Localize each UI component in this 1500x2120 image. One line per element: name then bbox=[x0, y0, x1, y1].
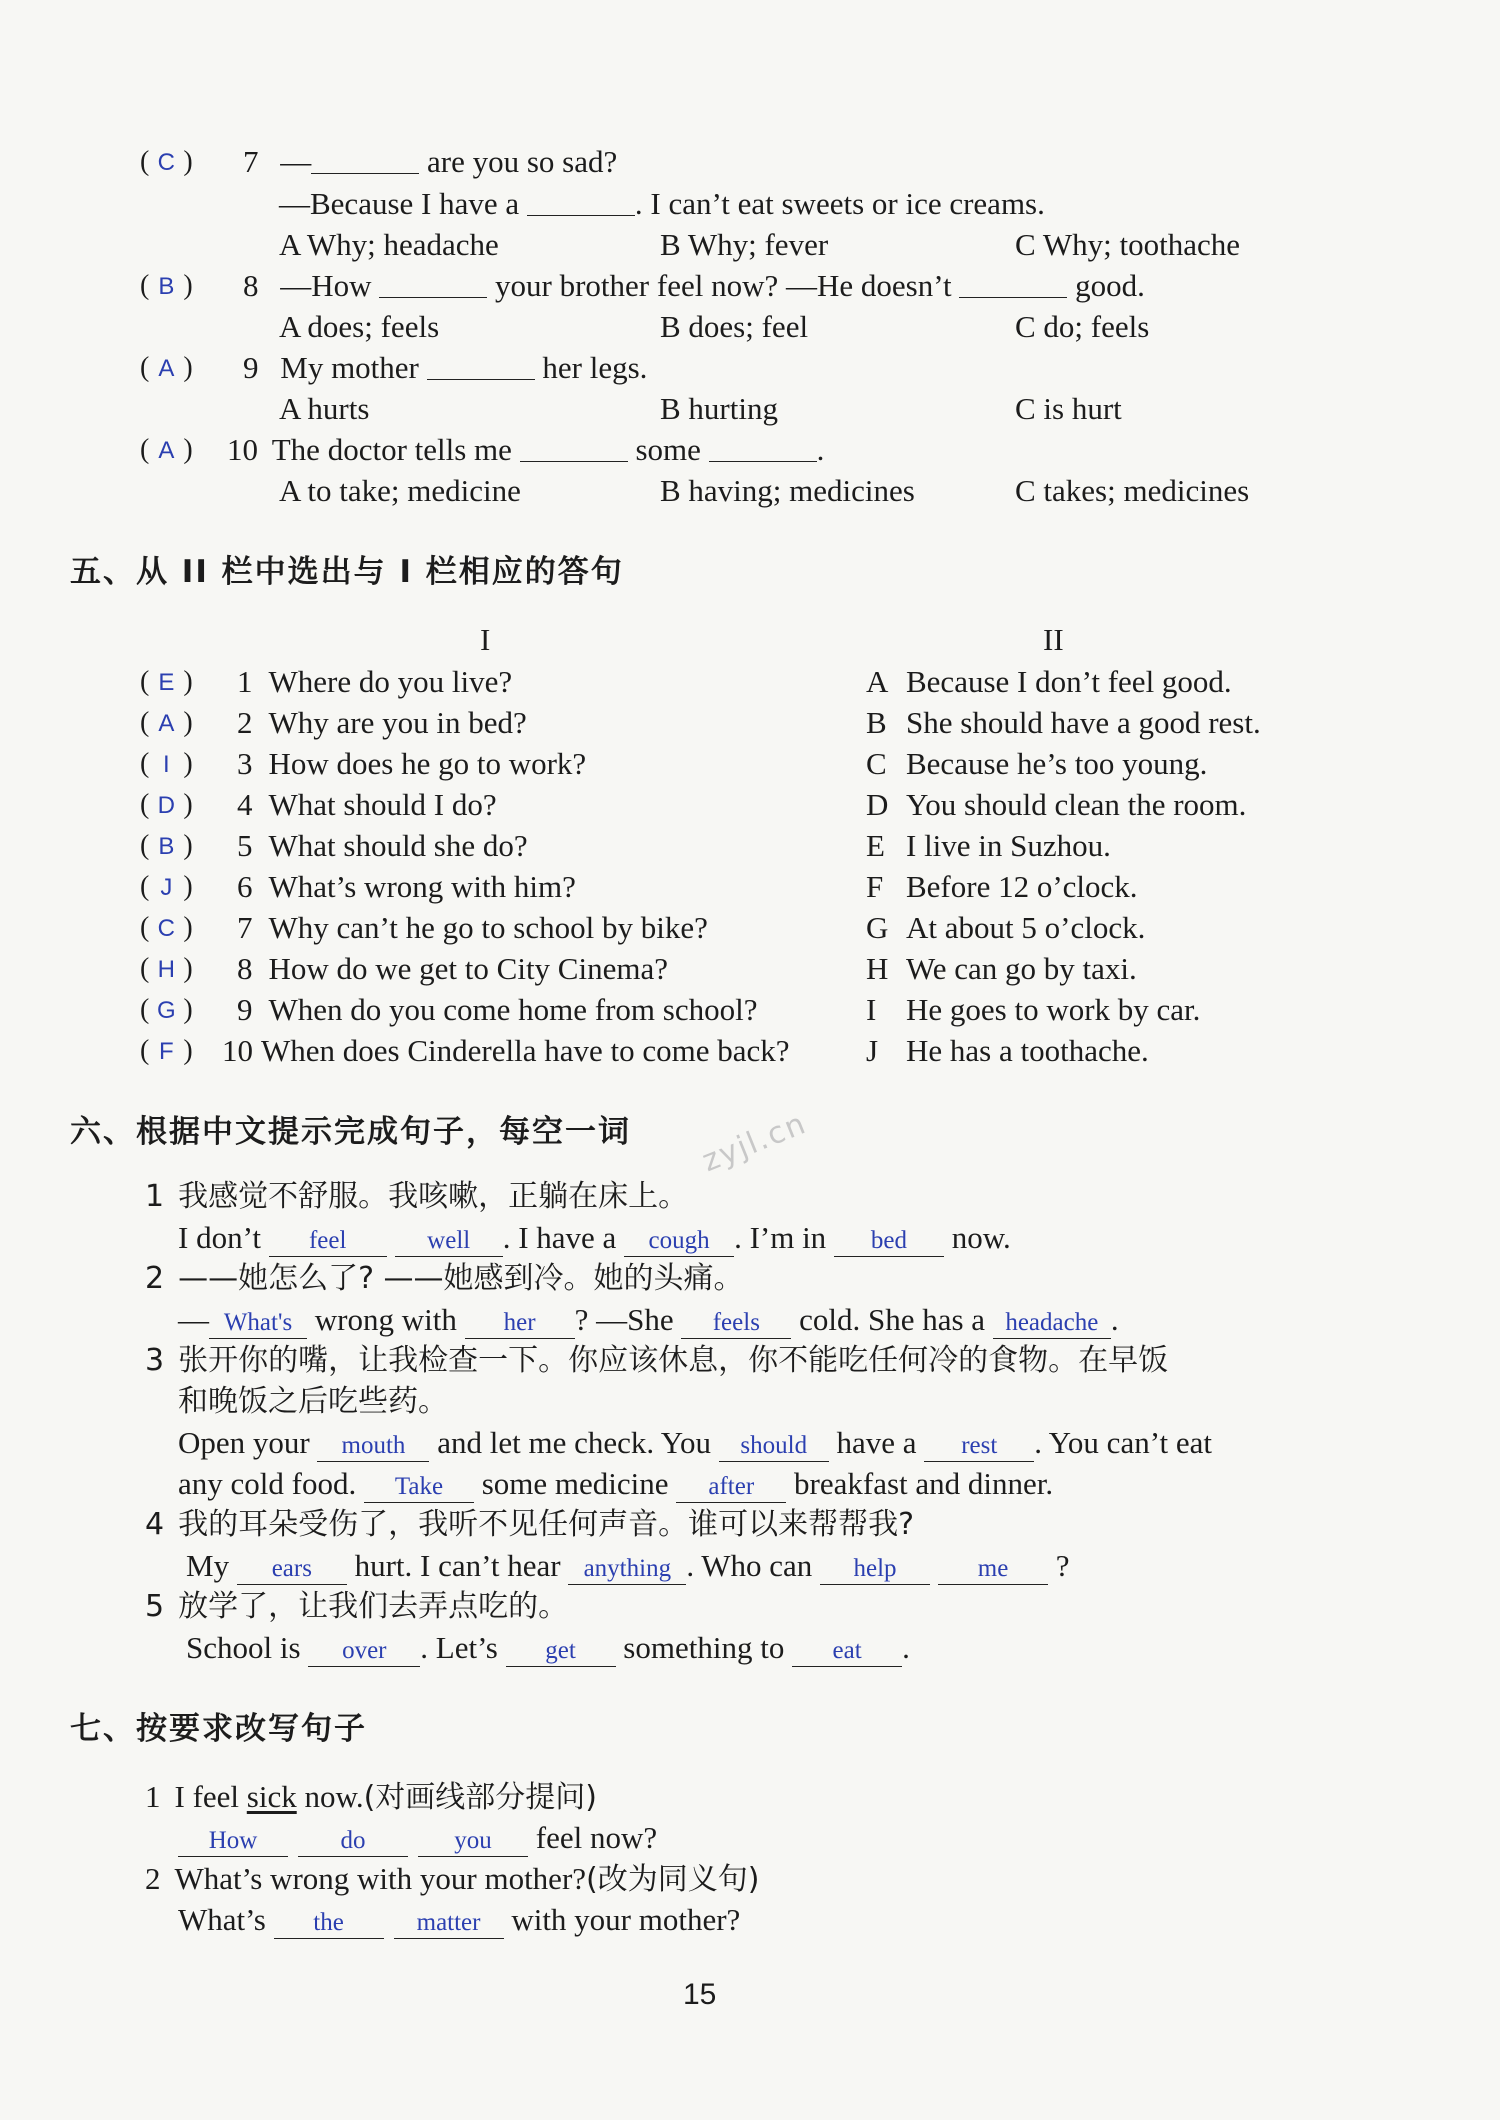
blank bbox=[527, 185, 635, 216]
option-a: A hurts bbox=[279, 391, 370, 426]
answer-fill: feels bbox=[681, 1308, 791, 1339]
answer-fill: cough bbox=[624, 1226, 734, 1257]
answer-mark-q10: ( A ) bbox=[140, 434, 193, 465]
answer-fill: should bbox=[719, 1431, 829, 1462]
option-c: C do; feels bbox=[1015, 309, 1150, 344]
s6-q3-chinese: 3 张开你的嘴，让我检查一下。你应该休息，你不能吃任何冷的食物。在早饭 bbox=[145, 1343, 1169, 1378]
answer-mark-q8: ( B ) bbox=[140, 270, 193, 301]
column-1-label: I bbox=[480, 622, 491, 657]
matching-response: A Because I don’t feel good. bbox=[866, 664, 1232, 699]
column-2-label: II bbox=[1043, 622, 1064, 657]
matching-response: B She should have a good rest. bbox=[866, 705, 1261, 740]
option-a: A does; feels bbox=[279, 309, 440, 344]
blank bbox=[379, 267, 487, 298]
s6-q5-english: School is over . Let’s get something to eat . bbox=[186, 1630, 910, 1665]
option-a: A Why; headache bbox=[279, 227, 499, 262]
answer-mark: ( J ) bbox=[140, 871, 193, 902]
answer-mark: ( D ) bbox=[140, 789, 193, 820]
matching-question: 7 Why can’t he go to school by bike? bbox=[237, 910, 708, 945]
question-10: 10 The doctor tells me some . bbox=[227, 432, 825, 467]
s6-q5-chinese: 5 放学了，让我们去弄点吃的。 bbox=[145, 1589, 569, 1624]
matching-response: D You should clean the room. bbox=[866, 787, 1247, 822]
section-6-heading: 六、根据中文提示完成句子，每空一词 bbox=[70, 1114, 631, 1150]
question-7-line2: —Because I have a . I can’t eat sweets or ice creams. bbox=[279, 186, 1045, 221]
answer-fill: do bbox=[298, 1826, 408, 1857]
page-number: 15 bbox=[683, 1978, 717, 2011]
answer-fill: mouth bbox=[317, 1431, 429, 1462]
answer-fill: ears bbox=[237, 1554, 347, 1585]
option-b: B does; feel bbox=[660, 309, 809, 344]
option-b: B having; medicines bbox=[660, 473, 915, 508]
watermark: zyjl.cn bbox=[697, 1105, 812, 1180]
matching-question: 1 Where do you live? bbox=[237, 664, 513, 699]
answer-fill: bed bbox=[834, 1226, 944, 1257]
answer-fill: feel bbox=[269, 1226, 387, 1257]
answer-mark: ( H ) bbox=[140, 953, 193, 984]
answer-fill: over bbox=[308, 1636, 420, 1667]
s6-q4-chinese: 4 我的耳朵受伤了，我听不见任何声音。谁可以来帮帮我? bbox=[145, 1507, 915, 1542]
option-c: C takes; medicines bbox=[1015, 473, 1250, 508]
matching-question: 3 How does he go to work? bbox=[237, 746, 587, 781]
s6-q3-english: Open your mouth and let me check. You should have a rest . You can’t eat bbox=[178, 1425, 1212, 1460]
matching-response: F Before 12 o’clock. bbox=[866, 869, 1138, 904]
s6-q2-chinese: 2 ——她怎么了? ——她感到冷。她的头痛。 bbox=[145, 1261, 744, 1296]
answer-mark: ( G ) bbox=[140, 994, 193, 1025]
s6-q2-english: — What's wrong with her ? —She feels cold. She has a headache . bbox=[178, 1302, 1119, 1337]
option-b: B hurting bbox=[660, 391, 778, 426]
s7-q1: 1 I feel sick now.(对画线部分提问) bbox=[145, 1779, 598, 1815]
answer-fill: anything bbox=[568, 1554, 686, 1585]
matching-response: C Because he’s too young. bbox=[866, 746, 1208, 781]
answer-mark-q9: ( A ) bbox=[140, 352, 193, 383]
matching-question: 5 What should she do? bbox=[237, 828, 528, 863]
matching-response: J He has a toothache. bbox=[866, 1033, 1149, 1068]
blank bbox=[959, 267, 1067, 298]
s6-q3-chinese-2: 和晚饭之后吃些药。 bbox=[178, 1384, 448, 1419]
section-5-heading: 五、从 II 栏中选出与 I 栏相应的答句 bbox=[70, 554, 624, 590]
underlined-word: sick bbox=[246, 1779, 297, 1814]
question-7: 7 — are you so sad? bbox=[243, 144, 618, 179]
s7-q2-answer: What’s the matter with your mother? bbox=[178, 1902, 741, 1937]
matching-question: 2 Why are you in bed? bbox=[237, 705, 527, 740]
option-c: C is hurt bbox=[1015, 391, 1122, 426]
answer-mark: ( A ) bbox=[140, 707, 193, 738]
blank bbox=[427, 349, 535, 380]
answer-mark: ( E ) bbox=[140, 666, 193, 697]
answer-fill: well bbox=[395, 1226, 503, 1257]
blank bbox=[311, 143, 419, 174]
answer-fill: What's bbox=[209, 1308, 307, 1339]
answer-fill: rest bbox=[924, 1431, 1034, 1462]
answer-fill: you bbox=[418, 1826, 528, 1857]
matching-question: 4 What should I do? bbox=[237, 787, 497, 822]
answer-mark: ( C ) bbox=[140, 912, 193, 943]
option-c: C Why; toothache bbox=[1015, 227, 1240, 262]
s6-q4-english: My ears hurt. I can’t hear anything . Who can help me ? bbox=[186, 1548, 1070, 1583]
answer-mark: ( B ) bbox=[140, 830, 193, 861]
matching-question: 9 When do you come home from school? bbox=[237, 992, 758, 1027]
answer-fill: matter bbox=[394, 1908, 504, 1939]
question-9: 9 My mother her legs. bbox=[243, 350, 648, 385]
answer-fill: eat bbox=[792, 1636, 902, 1667]
s6-q1-chinese: 1 我感觉不舒服。我咳嗽，正躺在床上。 bbox=[145, 1179, 689, 1214]
answer-fill: help bbox=[820, 1554, 930, 1585]
s7-q1-answer: How do you feel now? bbox=[178, 1818, 657, 1858]
blank bbox=[709, 431, 817, 462]
s7-q2: 2 What’s wrong with your mother?(改为同义句) bbox=[145, 1861, 760, 1897]
matching-question: 6 What’s wrong with him? bbox=[237, 869, 576, 904]
option-a: A to take; medicine bbox=[279, 473, 521, 508]
answer-fill: after bbox=[676, 1472, 786, 1503]
matching-response: G At about 5 o’clock. bbox=[866, 910, 1146, 945]
blank bbox=[520, 431, 628, 462]
option-b: B Why; fever bbox=[660, 227, 829, 262]
answer-fill: headache bbox=[993, 1308, 1111, 1339]
section-7-heading: 七、按要求改写句子 bbox=[70, 1711, 367, 1747]
answer-mark-q7: ( C ) bbox=[140, 146, 193, 177]
answer-fill: her bbox=[465, 1308, 575, 1339]
matching-question: 10 When does Cinderella have to come back? bbox=[222, 1033, 790, 1068]
answer-mark: ( I ) bbox=[140, 748, 193, 779]
answer-fill: get bbox=[506, 1636, 616, 1667]
answer-mark: ( F ) bbox=[140, 1035, 193, 1066]
matching-response: E I live in Suzhou. bbox=[866, 828, 1111, 863]
answer-fill: the bbox=[274, 1908, 384, 1939]
answer-fill: Take bbox=[364, 1472, 474, 1503]
answer-fill: me bbox=[938, 1554, 1048, 1585]
matching-response: H We can go by taxi. bbox=[866, 951, 1137, 986]
answer-fill: How bbox=[178, 1826, 288, 1857]
s6-q1-english: I don’t feel well . I have a cough . I’m in bed now. bbox=[178, 1220, 1011, 1255]
s6-q3-english-2: any cold food. Take some medicine after breakfast and dinner. bbox=[178, 1466, 1054, 1501]
matching-question: 8 How do we get to City Cinema? bbox=[237, 951, 668, 986]
question-8: 8 —How your brother feel now? —He doesn’t good. bbox=[243, 268, 1145, 303]
matching-response: I He goes to work by car. bbox=[866, 992, 1201, 1027]
